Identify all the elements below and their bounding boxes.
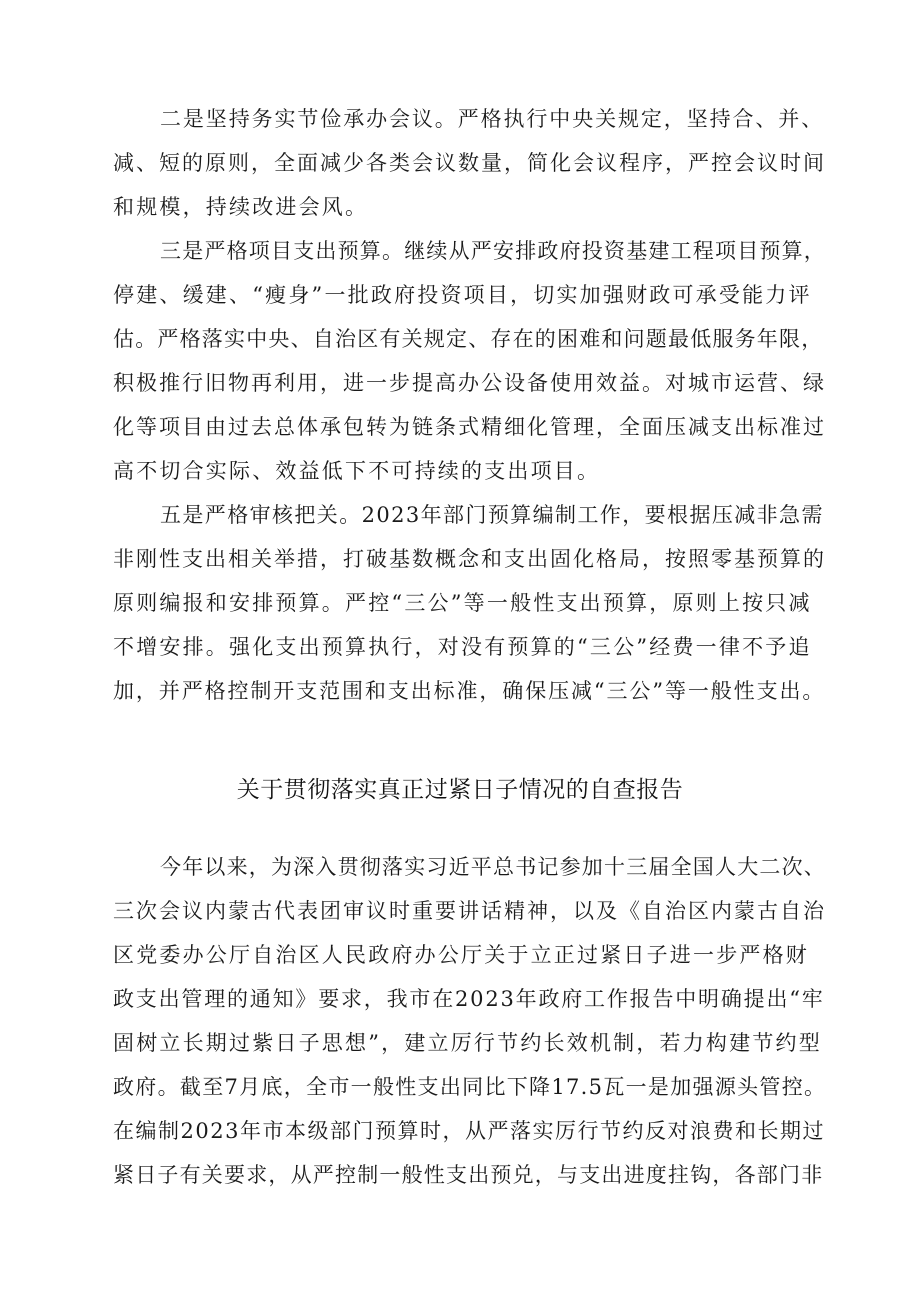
paragraph-line: 估。严格落实中央、自治区有关规定、存在的困难和问题最低服务年限， <box>113 327 824 351</box>
paragraph-line: 五是严格审核把关。2023年部门预算编制工作，要根据压减非急需 <box>160 503 824 527</box>
paragraph-line: 加，并严格控制开支范围和支出标准，确保压减“三公”等一般性支出。 <box>113 679 826 703</box>
paragraph-line: 区党委办公厅自治区人民政府办公厅关于立正过紧日子进一步严格财 <box>113 943 809 967</box>
paragraph-line: 高不切合实际、效益低下不可持续的支出项目。 <box>113 459 601 483</box>
paragraph-line: 原则编报和安排预算。严控“三公”等一般性支出预算，原则上按只减 <box>113 591 812 615</box>
paragraph-line: 政支出管理的通知》要求，我市在2023年政府工作报告中明确提出“牢 <box>113 987 825 1011</box>
paragraph-line: 减、短的原则，全面减少各类会议数量，简化会议程序，严控会议时间 <box>113 151 826 175</box>
paragraph-line: 停建、缓建、“瘦身”一批政府投资项目，切实加强财政可承受能力评 <box>113 283 812 307</box>
paragraph-line: 今年以来，为深入贯彻落实习近平总书记参加十三届全国人大二次、 <box>160 855 826 879</box>
paragraph-line: 固树立长期过紫日子思想”，建立厉行节约长效机制，若力构建节约型 <box>113 1031 822 1055</box>
paragraph-line: 二是坚持务实节俭承办会议。严格执行中央关规定，坚持合、并、 <box>160 107 825 131</box>
paragraph-line: 不增安排。强化支出预算执行，对没有预算的“三公”经费一律不予追 <box>113 635 812 659</box>
paragraph-line: 三是严格项目支出预算。继续从严安排政府投资基建工程项目预算， <box>160 239 826 263</box>
paragraph-line: 和规模，持续改进会风。 <box>113 195 369 219</box>
paragraph-line: 政府。截至7月底，全市一般性支出同比下降17.5瓦一是加强源头管控。 <box>113 1075 827 1099</box>
paragraph-line: 积极推行旧物再利用，进一步提高办公设备使用效益。对城市运营、绿 <box>113 371 826 395</box>
paragraph-line: 紧日子有关要求，从严控制一般性支出预兑，与支出进度拄钩，各部门非 <box>113 1163 824 1187</box>
paragraph-line: 非刚性支出相关举措，打破基数概念和支出固化格局，按照零基预算的 <box>113 547 826 571</box>
paragraph-line: 化等项目由过去总体承包转为链条式精细化管理，全面压减支出标准过 <box>113 415 826 439</box>
report-title: 关于贯彻落实真正过紧日子情况的自查报告 <box>236 777 684 803</box>
paragraph-line: 在编制2023年市本级部门预算时，从严落实厉行节约反对浪费和长期过 <box>113 1119 825 1143</box>
paragraph-line: 三次会议内蒙古代表团审议时重要讲话精神，以及《自治区内蒙古自治 <box>113 899 826 923</box>
